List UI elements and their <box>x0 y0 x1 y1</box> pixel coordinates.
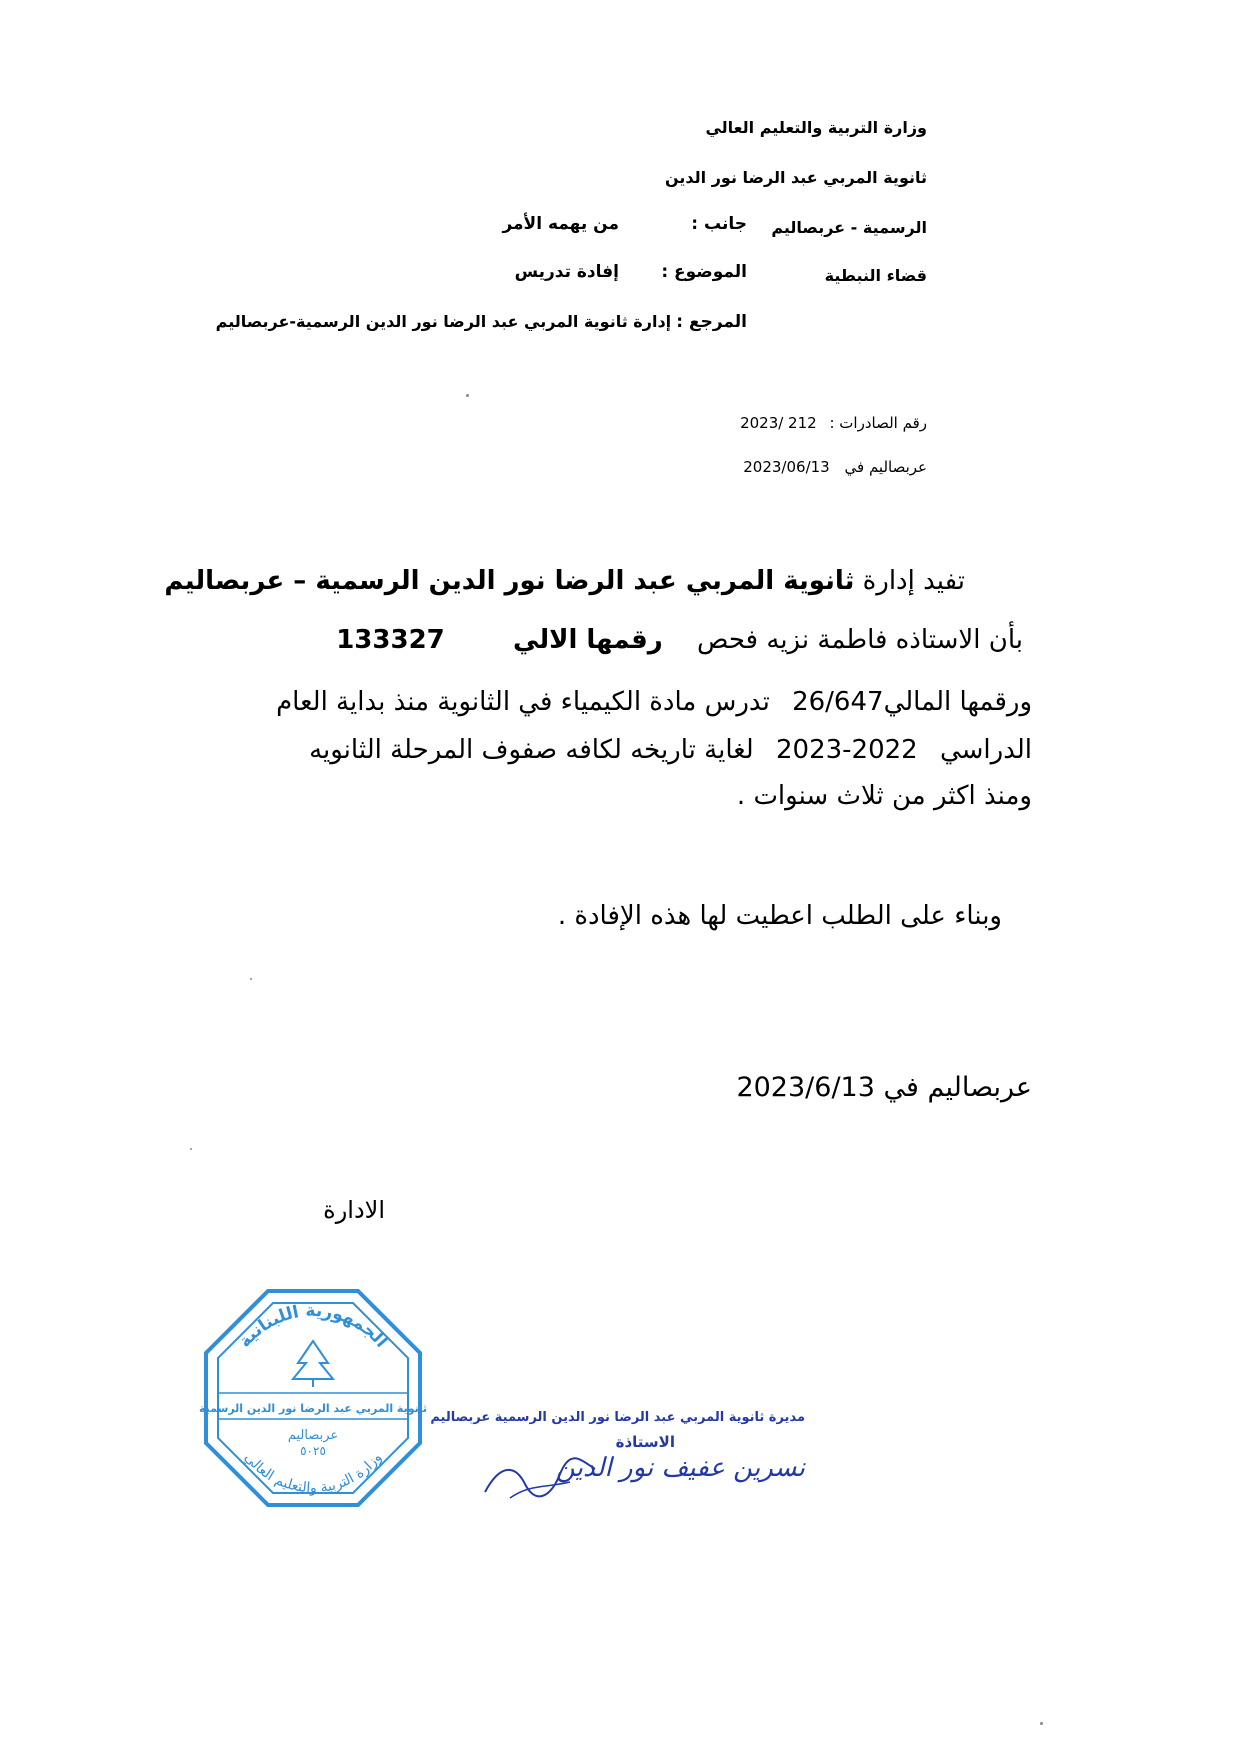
outgoing-number-line <box>740 414 927 432</box>
handwritten-signature-mark <box>480 1454 600 1504</box>
to-value: من يهمه الأمر <box>502 214 619 234</box>
signature-honorific: الاستاذة <box>615 1433 675 1451</box>
signature-title: مديرة ثانوية المربي عبد الرضا نور الدين الرسمية عربصاليم <box>430 1410 805 1425</box>
school-name: ثانوية المربي عبد الرضا نور الدين <box>665 168 927 187</box>
dated-place: عربصاليم في <box>883 1072 1032 1103</box>
to-label: جانب : <box>691 214 747 234</box>
stamp-ministry-text: وزارة التربية والتعليم العالي <box>241 1449 385 1497</box>
body-line-5: ومنذ اكثر من ثلاث سنوات . <box>736 781 1032 811</box>
closing-line: وبناء على الطلب اعطيت لها هذه الإفادة . <box>557 901 1002 931</box>
automated-number-value: 133327 <box>336 625 445 655</box>
signature-block <box>430 1410 805 1483</box>
scan-speck <box>190 1148 192 1150</box>
school-official-town: الرسمية - عربصاليم <box>771 218 927 237</box>
stamp-outer-text: الجمهورية اللبنانية <box>234 1300 392 1352</box>
dated-line <box>736 1072 1032 1103</box>
body-line-1 <box>164 559 965 603</box>
outgoing-number-label: رقم الصادرات : <box>829 414 927 432</box>
body-line-3 <box>276 680 1032 724</box>
reference-line <box>216 312 747 332</box>
scan-speck <box>466 394 469 397</box>
official-stamp-graphic <box>198 1283 428 1513</box>
official-stamp <box>198 1283 428 1513</box>
signature-name: نسرين عفيف نور الدين <box>555 1453 805 1483</box>
subject-label: الموضوع : <box>661 262 747 282</box>
reference-label: المرجع : <box>676 312 747 332</box>
body-line-4 <box>309 728 1032 772</box>
cedar-tree-icon <box>293 1341 333 1387</box>
body-line-1-school: ثانوية المربي عبد الرضا نور الدين الرسمية – عربصاليم <box>164 566 855 596</box>
svg-text:الجمهورية اللبنانية <box>235 1301 391 1352</box>
subject-value: إفادة تدريس <box>514 262 619 282</box>
academic-year: 2023-2022 <box>775 735 918 765</box>
financial-number-value: 26/647 <box>792 687 884 717</box>
scan-speck <box>1040 1722 1043 1725</box>
body-line-4-rest: لغاية تاريخه لكافه صفوف المرحلة الثانويه <box>309 735 754 765</box>
district-name: قضاء النبطية <box>824 266 927 285</box>
teacher-name-text: بأن الاستاذه فاطمة نزيه فحص <box>697 625 1023 655</box>
stamp-code: ٥٠٢٥ <box>300 1444 326 1458</box>
automated-number-label: رقمها الالي <box>513 625 663 655</box>
body-line-1-prefix: تفيد إدارة <box>862 566 965 596</box>
outgoing-date-value: 2023/06/13 <box>743 458 830 476</box>
outgoing-date-line <box>743 458 927 476</box>
stamp-band-text: ثانوية المربي عبد الرضا نور الدين الرسمية <box>198 1402 428 1415</box>
ministry-name: وزارة التربية والتعليم العالي <box>705 118 927 137</box>
financial-number-label: ورقمها المالي <box>883 687 1032 717</box>
body-line-2 <box>336 618 1023 662</box>
outgoing-date-label: عربصاليم في <box>844 458 927 476</box>
dated-date: 2023/6/13 <box>736 1072 875 1103</box>
administration-label: الادارة <box>323 1196 385 1224</box>
reference-value: إدارة ثانوية المربي عبد الرضا نور الدين الرسمية-عربصاليم <box>215 312 672 331</box>
scan-speck <box>250 978 252 980</box>
body-line-4-prefix: الدراسي <box>939 735 1032 765</box>
stamp-town: عربصاليم <box>287 1428 339 1443</box>
outgoing-number-value: 2023/ 212 <box>740 414 817 432</box>
body-line-3-rest: تدرس مادة الكيمياء في الثانوية منذ بداية العام <box>276 687 770 717</box>
